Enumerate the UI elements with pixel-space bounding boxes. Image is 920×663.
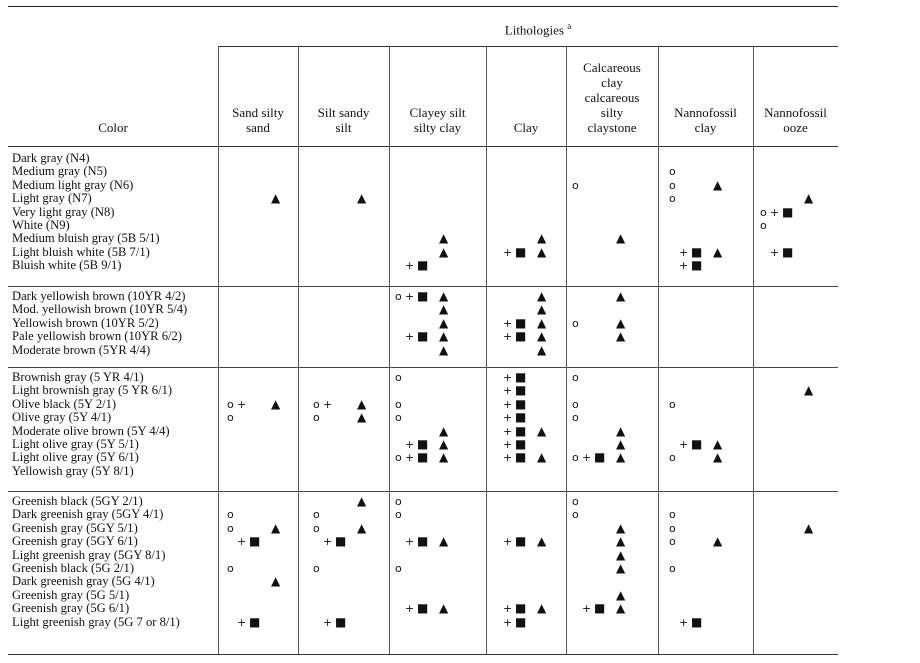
circle-symbol: o <box>669 451 676 465</box>
plus-symbol: + <box>582 602 592 616</box>
plus-symbol: + <box>405 438 415 451</box>
group-rule <box>8 367 838 368</box>
triangle-icon: ▲ <box>616 450 626 465</box>
triangle-icon: ▲ <box>439 534 449 549</box>
circle-symbol: o <box>395 290 402 303</box>
column-header-line: silty <box>600 105 624 120</box>
square-icon: ■ <box>417 289 429 303</box>
color-name: Olive gray (5Y 4/1) <box>12 410 112 425</box>
circle-symbol: o <box>669 165 676 179</box>
plus-symbol: + <box>237 615 247 629</box>
column-header-line: ooze <box>783 120 808 135</box>
color-name: Medium light gray (N6) <box>12 177 134 192</box>
square-icon: ■ <box>417 601 429 616</box>
column-divider <box>389 46 390 654</box>
color-name: Light olive gray (5Y 5/1) <box>12 437 139 451</box>
color-name: Dark greenish gray (5GY 4/1) <box>12 507 164 522</box>
column-header-line: clay <box>694 120 717 135</box>
header-bottom-rule <box>8 146 838 147</box>
circle-symbol: o <box>669 521 676 535</box>
title-text: Lithologies <box>504 22 564 38</box>
triangle-icon: ▲ <box>804 520 814 535</box>
triangle-icon: ▲ <box>439 244 449 259</box>
column-divider <box>753 46 754 654</box>
plus-symbol: + <box>679 259 689 273</box>
color-name: Light brownish gray (5 YR 6/1) <box>12 383 173 398</box>
color-name: Light gray (N7) <box>12 191 92 206</box>
circle-symbol: o <box>572 316 579 330</box>
plus-symbol: + <box>405 290 415 303</box>
triangle-icon: ▲ <box>616 329 626 344</box>
square-icon: ■ <box>515 370 527 384</box>
plus-symbol: + <box>770 205 780 219</box>
triangle-icon: ▲ <box>537 244 547 259</box>
square-icon: ■ <box>417 437 429 451</box>
column-header-c5 <box>566 60 658 135</box>
color-name: Very light gray (N8) <box>12 204 115 219</box>
square-icon: ■ <box>594 601 606 616</box>
color-name: Mod. yellowish brown (10YR 5/4) <box>12 302 188 317</box>
column-header-line: Clayey silt <box>409 105 466 120</box>
column-header-line: Clay <box>513 120 539 135</box>
color-name: Greenish gray (5GY 6/1) <box>12 534 138 549</box>
color-name: Greenish gray (5G 5/1) <box>12 587 130 602</box>
column-header-line: Nannofossil <box>674 105 737 120</box>
column-header-line: silty clay <box>413 120 462 135</box>
triangle-icon: ▲ <box>357 410 367 425</box>
color-name: Yellowish gray (5Y 8/1) <box>12 463 134 478</box>
plus-symbol: + <box>679 245 689 259</box>
color-name: Olive black (5Y 2/1) <box>12 396 117 411</box>
triangle-icon: ▲ <box>616 520 626 535</box>
plus-symbol: + <box>503 397 513 411</box>
square-icon: ■ <box>515 396 527 411</box>
triangle-icon: ▲ <box>537 423 547 438</box>
triangle-icon: ▲ <box>357 494 367 508</box>
plus-symbol: + <box>405 602 415 616</box>
plus-symbol: + <box>405 330 415 344</box>
circle-symbol: o <box>669 397 676 411</box>
triangle-icon: ▲ <box>616 423 626 438</box>
group-rule <box>8 286 838 287</box>
circle-symbol: o <box>227 562 234 575</box>
triangle-icon: ▲ <box>537 231 547 246</box>
column-header-line: calcareous <box>584 90 640 105</box>
plus-symbol: + <box>503 535 513 549</box>
circle-symbol: o <box>313 397 320 411</box>
plus-symbol: + <box>405 535 415 549</box>
circle-symbol: o <box>669 178 676 192</box>
triangle-icon: ▲ <box>439 450 449 465</box>
triangle-icon: ▲ <box>616 587 626 602</box>
bottom-rule <box>8 654 838 655</box>
plus-symbol: + <box>582 451 592 465</box>
square-icon: ■ <box>515 410 527 425</box>
plus-symbol: + <box>323 397 333 411</box>
triangle-icon: ▲ <box>439 302 449 317</box>
triangle-icon: ▲ <box>537 329 547 344</box>
plus-symbol: + <box>503 438 513 451</box>
triangle-icon: ▲ <box>616 289 626 303</box>
color-name: White (N9) <box>12 218 70 232</box>
triangle-icon: ▲ <box>439 329 449 344</box>
color-name: Light bluish white (5B 7/1) <box>12 244 150 259</box>
column-header-c1 <box>218 105 298 135</box>
circle-symbol: o <box>313 521 320 535</box>
square-icon: ■ <box>782 204 794 219</box>
color-name: Light greenish gray (5G 7 or 8/1) <box>12 614 180 629</box>
circle-symbol: o <box>669 192 676 206</box>
triangle-icon: ▲ <box>537 534 547 549</box>
plus-symbol: + <box>323 615 333 629</box>
column-divider <box>658 46 659 654</box>
circle-symbol: o <box>572 397 579 411</box>
circle-symbol: o <box>395 562 402 575</box>
triangle-icon: ▲ <box>271 520 281 535</box>
triangle-icon: ▲ <box>616 437 626 451</box>
triangle-icon: ▲ <box>616 547 626 562</box>
column-header-line: silt <box>335 120 352 135</box>
top-rule <box>8 6 838 7</box>
square-icon: ■ <box>691 614 703 629</box>
plus-symbol: + <box>679 438 689 451</box>
circle-symbol: o <box>669 535 676 549</box>
column-header-c4 <box>486 120 566 135</box>
plus-symbol: + <box>503 615 513 629</box>
plus-symbol: + <box>237 397 247 411</box>
circle-symbol: o <box>313 562 320 575</box>
plus-symbol: + <box>323 535 333 549</box>
triangle-icon: ▲ <box>271 574 281 589</box>
color-name: Dark yellowish brown (10YR 4/2) <box>12 289 186 303</box>
square-icon: ■ <box>594 450 606 465</box>
plus-symbol: + <box>503 384 513 398</box>
square-icon: ■ <box>515 315 527 330</box>
column-header-line: Sand silty <box>232 105 284 120</box>
triangle-icon: ▲ <box>439 342 449 357</box>
triangle-icon: ▲ <box>439 437 449 451</box>
column-header-c6 <box>658 105 753 135</box>
triangle-icon: ▲ <box>357 520 367 535</box>
color-name: Yellowish brown (10YR 5/2) <box>12 315 159 330</box>
triangle-icon: ▲ <box>804 191 814 206</box>
plus-symbol: + <box>405 451 415 465</box>
color-name: Light greenish gray (5GY 8/1) <box>12 547 166 562</box>
color-name: Brownish gray (5 YR 4/1) <box>12 370 144 384</box>
column-header-c3 <box>389 105 486 135</box>
plus-symbol: + <box>679 615 689 629</box>
triangle-icon: ▲ <box>537 342 547 357</box>
column-header-c2 <box>298 105 389 135</box>
square-icon: ■ <box>515 329 527 344</box>
column-header-line: sand <box>246 120 270 135</box>
color-name: Dark gray (N4) <box>12 151 90 165</box>
plus-symbol: + <box>770 245 780 259</box>
square-icon: ■ <box>249 534 261 549</box>
triangle-icon: ▲ <box>271 396 281 411</box>
triangle-icon: ▲ <box>439 315 449 330</box>
triangle-icon: ▲ <box>616 231 626 246</box>
triangle-icon: ▲ <box>439 601 449 616</box>
triangle-icon: ▲ <box>616 601 626 616</box>
circle-symbol: o <box>227 521 234 535</box>
color-name: Bluish white (5B 9/1) <box>12 258 122 273</box>
square-icon: ■ <box>249 614 261 629</box>
color-header: Color <box>98 120 128 135</box>
square-icon: ■ <box>417 534 429 549</box>
lithologies-underline <box>218 46 838 47</box>
plus-symbol: + <box>503 411 513 425</box>
color-name: Medium bluish gray (5B 5/1) <box>12 231 160 246</box>
triangle-icon: ▲ <box>357 191 367 206</box>
color-name: Greenish gray (5GY 5/1) <box>12 520 138 535</box>
plus-symbol: + <box>503 316 513 330</box>
column-divider <box>486 46 487 654</box>
square-icon: ■ <box>515 450 527 465</box>
color-name: Greenish black (5G 2/1) <box>12 561 135 575</box>
triangle-icon: ▲ <box>439 423 449 438</box>
column-header-line: Nannofossil <box>764 105 827 120</box>
square-icon: ■ <box>335 614 347 629</box>
plus-symbol: + <box>503 330 513 344</box>
circle-symbol: o <box>572 451 579 465</box>
triangle-icon: ▲ <box>713 534 723 549</box>
triangle-icon: ▲ <box>616 315 626 330</box>
square-icon: ■ <box>515 534 527 549</box>
square-icon: ■ <box>335 534 347 549</box>
circle-symbol: o <box>395 451 402 465</box>
circle-symbol: o <box>572 495 579 508</box>
circle-symbol: o <box>227 411 234 425</box>
triangle-icon: ▲ <box>537 601 547 616</box>
circle-symbol: o <box>395 371 402 384</box>
plus-symbol: + <box>503 424 513 438</box>
color-name: Pale yellowish brown (10YR 6/2) <box>12 329 182 344</box>
circle-symbol: o <box>395 508 402 522</box>
color-name: Light olive gray (5Y 6/1) <box>12 450 139 465</box>
square-icon: ■ <box>691 244 703 259</box>
circle-symbol: o <box>395 495 402 508</box>
plus-symbol: + <box>237 535 247 549</box>
circle-symbol: o <box>313 508 320 522</box>
square-icon: ■ <box>691 258 703 273</box>
circle-symbol: o <box>572 411 579 425</box>
triangle-icon: ▲ <box>713 450 723 465</box>
column-header-line: Calcareous <box>583 60 641 75</box>
circle-symbol: o <box>669 562 676 575</box>
triangle-icon: ▲ <box>271 191 281 206</box>
triangle-icon: ▲ <box>537 450 547 465</box>
triangle-icon: ▲ <box>537 289 547 303</box>
triangle-icon: ▲ <box>713 437 723 451</box>
plus-symbol: + <box>405 259 415 273</box>
circle-symbol: o <box>572 178 579 192</box>
color-name: Greenish black (5GY 2/1) <box>12 494 143 508</box>
title-footnote: a <box>567 21 572 31</box>
color-name: Dark greenish gray (5G 4/1) <box>12 574 155 589</box>
square-icon: ■ <box>515 614 527 629</box>
plus-symbol: + <box>503 602 513 616</box>
color-name: Moderate brown (5YR 4/4) <box>12 342 151 357</box>
circle-symbol: o <box>227 508 234 522</box>
plus-symbol: + <box>503 451 513 465</box>
circle-symbol: o <box>760 219 767 232</box>
square-icon: ■ <box>417 450 429 465</box>
plus-symbol: + <box>503 371 513 384</box>
column-divider <box>298 46 299 654</box>
triangle-icon: ▲ <box>537 315 547 330</box>
triangle-icon: ▲ <box>713 244 723 259</box>
triangle-icon: ▲ <box>439 231 449 246</box>
square-icon: ■ <box>515 601 527 616</box>
circle-symbol: o <box>572 508 579 522</box>
circle-symbol: o <box>313 411 320 425</box>
square-icon: ■ <box>417 329 429 344</box>
color-name: Medium gray (N5) <box>12 164 108 179</box>
circle-symbol: o <box>760 205 767 219</box>
plus-symbol: + <box>503 245 513 259</box>
circle-symbol: o <box>572 371 579 384</box>
triangle-icon: ▲ <box>537 302 547 317</box>
square-icon: ■ <box>515 244 527 259</box>
lithologies-title <box>238 21 838 38</box>
circle-symbol: o <box>395 397 402 411</box>
square-icon: ■ <box>691 437 703 451</box>
column-divider <box>218 46 219 654</box>
triangle-icon: ▲ <box>616 561 626 575</box>
triangle-icon: ▲ <box>439 289 449 303</box>
triangle-icon: ▲ <box>357 396 367 411</box>
color-name: Greenish gray (5G 6/1) <box>12 601 130 616</box>
circle-symbol: o <box>669 508 676 522</box>
group-rule <box>8 491 838 492</box>
column-header-c7 <box>753 105 838 135</box>
triangle-icon: ▲ <box>616 534 626 549</box>
circle-symbol: o <box>227 397 234 411</box>
column-header-line: claystone <box>587 120 637 135</box>
color-name: Moderate olive brown (5Y 4/4) <box>12 423 170 438</box>
triangle-icon: ▲ <box>804 383 814 398</box>
circle-symbol: o <box>395 411 402 425</box>
column-divider <box>566 46 567 654</box>
column-header-line: Silt sandy <box>317 105 370 120</box>
square-icon: ■ <box>417 258 429 273</box>
triangle-icon: ▲ <box>713 177 723 192</box>
column-header-line: clay <box>601 75 623 90</box>
square-icon: ■ <box>782 244 794 259</box>
square-icon: ■ <box>515 437 527 451</box>
square-icon: ■ <box>515 383 527 398</box>
square-icon: ■ <box>515 423 527 438</box>
